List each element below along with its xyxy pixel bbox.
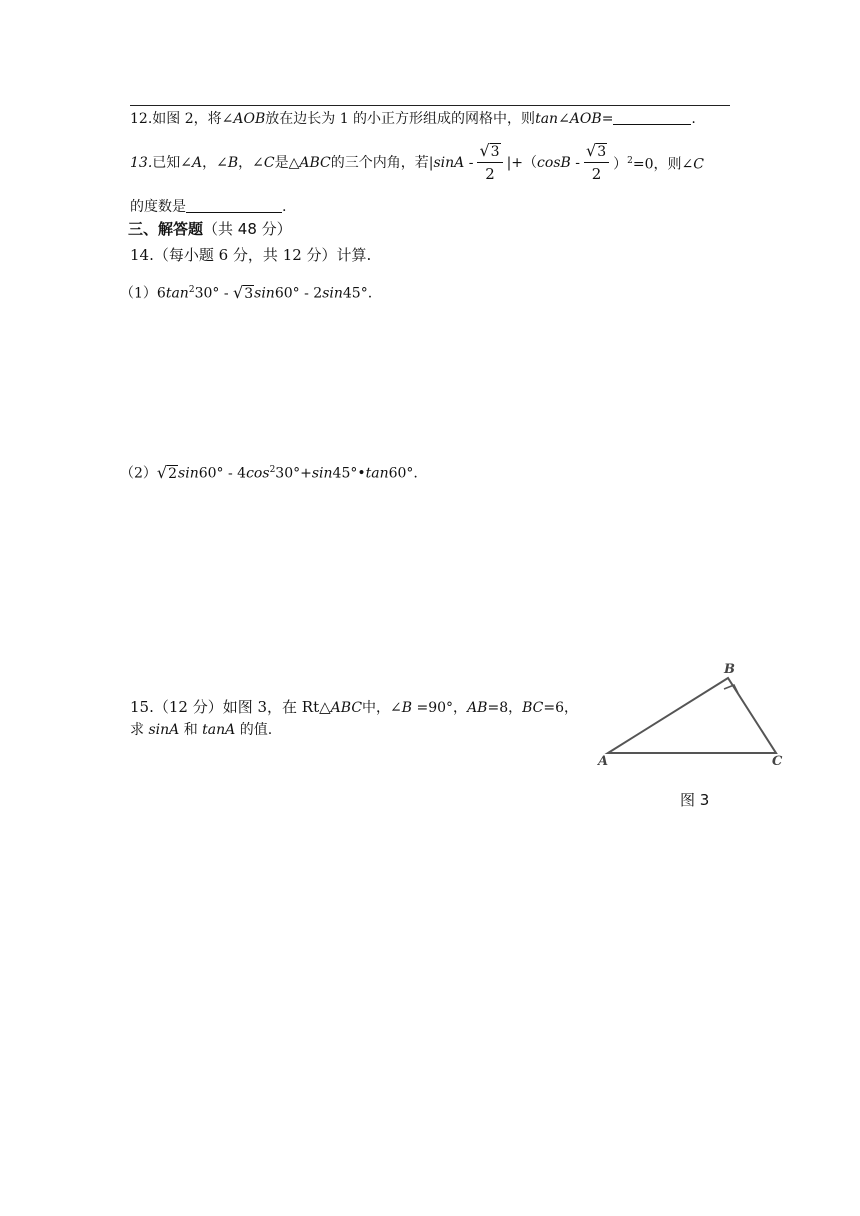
vertex-label-b: B (724, 662, 735, 677)
q14-p2-text: 60°. (388, 465, 418, 482)
q14-p1-radicand: 3 (244, 285, 254, 302)
q14-p2-tan: tan (365, 465, 389, 482)
radical-sign: √ (156, 462, 168, 482)
q15-var: AB (467, 700, 488, 716)
section-heading (128, 218, 292, 240)
q14-p1-sin: sin (254, 285, 275, 302)
q13-text: ，∠ (238, 155, 264, 171)
q15-text: 15.（12 分）如图 3，在 Rt△ (130, 698, 331, 716)
question-14-part-1 (120, 280, 372, 304)
q12-number: 12. (130, 111, 153, 127)
q13-denominator: 2 (591, 165, 602, 183)
q15-var: BC (522, 700, 544, 716)
q12-angle-name: AOB (233, 111, 266, 127)
top-rule (130, 105, 730, 106)
q14-p2-sin: sin (178, 465, 199, 482)
q14-p2-exponent: 2 (269, 465, 276, 475)
q13-cos: cosB (537, 155, 571, 171)
q13-text: 是△ (274, 155, 300, 171)
radical-sign: √ (233, 282, 244, 302)
q13-text: 已知∠ (152, 155, 192, 171)
q13-text: =0，则∠ (632, 156, 694, 173)
q13-radicand: 3 (490, 144, 500, 160)
q12-angle-name: AOB (569, 111, 602, 127)
radical-sign: √ (479, 141, 490, 160)
question-14-part-2 (120, 460, 418, 484)
q15-text: 的值. (235, 722, 273, 738)
q15-sin: sinA (148, 722, 180, 738)
section-title: 三、解答题 (128, 220, 204, 238)
q13-text: |+（ (506, 155, 538, 171)
q14-p1-text: 60° - 2 (274, 285, 323, 302)
q13-fraction-1 (477, 141, 502, 185)
q15-text: 中，∠ (362, 700, 402, 716)
q13-var: B (227, 155, 239, 171)
q14-p2-radicand: 2 (168, 465, 178, 482)
q15-tan: tanA (202, 722, 236, 738)
q14-p1-sqrt (233, 283, 254, 304)
q14-p1-text: 45°. (342, 285, 373, 302)
q12-text: 如图 2，将∠ (152, 111, 234, 127)
q14-p1-sin: sin (322, 285, 343, 302)
q14-p2-text: 60° - 4 (198, 465, 247, 482)
q14-p2-text: 30°+ (275, 465, 312, 482)
q13-text: ，∠ (202, 155, 228, 171)
q13-triangle: ABC (299, 155, 331, 171)
q14-p1-text: 30° - (194, 285, 234, 302)
question-13-line2 (130, 197, 286, 217)
q15-text: =6， (543, 700, 579, 716)
q12-angle-symbol: ∠ (558, 111, 570, 127)
q13-text: ） (613, 156, 628, 173)
q14-p2-sqrt (157, 463, 178, 484)
q15-text: 和 (179, 722, 203, 738)
q15-text: =90°， (412, 700, 468, 716)
radical-sign: √ (585, 141, 597, 160)
vertex-label-a: A (598, 754, 609, 769)
q13-minus: - (464, 155, 474, 171)
triangle-abc (608, 678, 776, 753)
question-12 (130, 109, 696, 129)
q13-text: 的三个内角，若| (330, 155, 434, 171)
q14-p2-label: （2） (120, 465, 157, 482)
figure-3-caption: 图 3 (680, 791, 710, 809)
section-subtitle: （共 48 分） (203, 220, 292, 238)
q13-answer-blank[interactable] (186, 198, 282, 213)
q14-p2-text: 45°• (332, 465, 366, 482)
q13-text: 的度数是 (130, 199, 186, 215)
q12-text: 放在边长为 1 的小正方形组成的网格中，则 (265, 111, 536, 127)
q14-p2-cos: cos (246, 465, 270, 482)
q13-number: 13. (130, 155, 153, 171)
q15-triangle: ABC (330, 700, 363, 716)
q12-end: . (691, 111, 696, 127)
q13-var: A (192, 155, 203, 171)
q13-denominator: 2 (485, 165, 495, 183)
q13-end: . (282, 199, 287, 215)
question-13 (130, 141, 704, 185)
q15-var: B (401, 700, 413, 716)
q12-eq: = (601, 111, 614, 127)
q12-answer-blank[interactable] (613, 110, 691, 125)
q12-tan: tan (535, 111, 559, 127)
q13-exponent: 2 (627, 156, 633, 167)
q15-text: =8， (487, 700, 523, 716)
q14-p2-sin: sin (311, 465, 333, 482)
question-15 (130, 697, 578, 718)
question-15-line2 (130, 720, 272, 740)
q13-fraction-2 (584, 141, 609, 185)
question-14-heading: 14.（每小题 6 分，共 12 分）计算. (130, 246, 372, 264)
q13-var: C (693, 156, 704, 173)
q15-text: 求 (130, 722, 149, 738)
q13-minus: - (570, 155, 580, 171)
q14-p1-tan: tan (165, 285, 189, 302)
q14-p1-exponent: 2 (188, 285, 195, 295)
q13-sin: sinA (433, 155, 465, 171)
q13-var: C (263, 155, 275, 171)
q13-radicand: 3 (597, 144, 607, 160)
q14-p1-label: （1）6 (120, 285, 166, 302)
vertex-label-c: C (772, 754, 783, 769)
figure-3-triangle (590, 655, 790, 775)
